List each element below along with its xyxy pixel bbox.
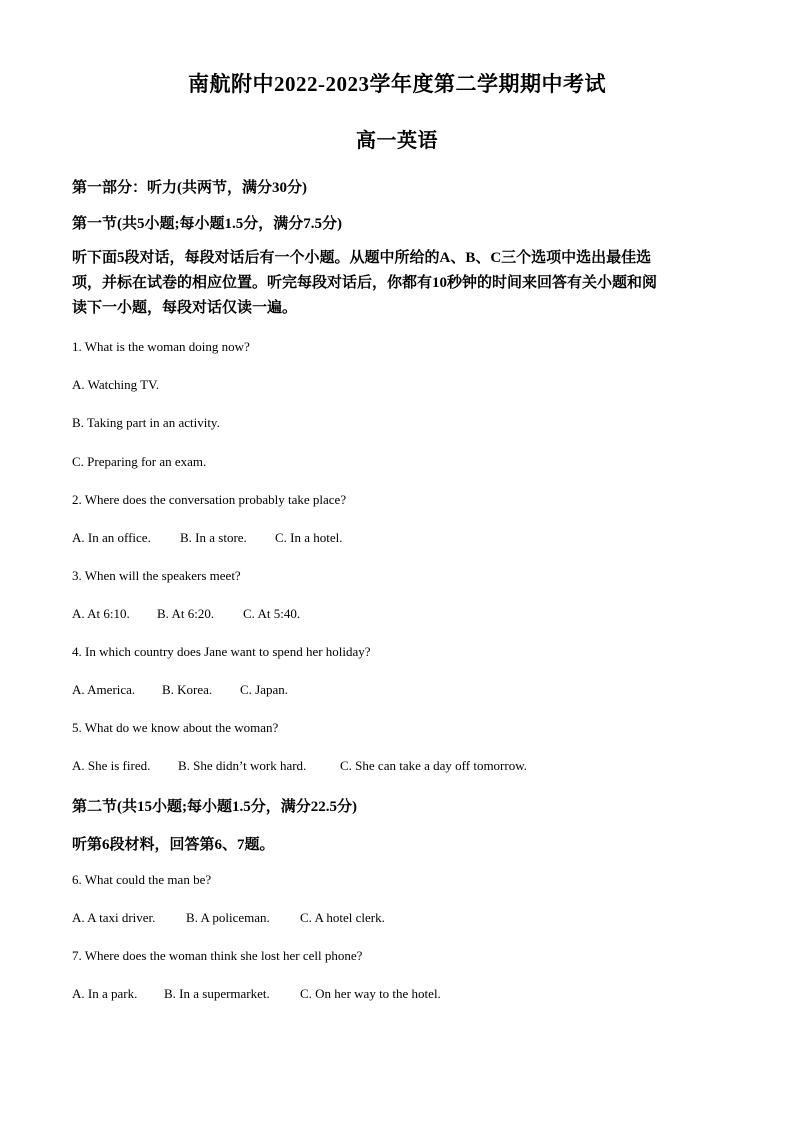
instruction-line: 项，并标在试卷的相应位置。听完每段对话后，你都有10秒钟的时间来回答有关小题和阅 [72, 275, 658, 291]
answer-option: C. In a hotel. [275, 530, 343, 545]
answer-option: B. In a supermarket. [164, 986, 270, 1001]
answer-option: A. America. [72, 682, 136, 697]
options-row [72, 986, 441, 1002]
options-row [72, 758, 527, 774]
answer-option: B. A policeman. [186, 910, 270, 925]
answer-option: C. At 5:40. [243, 606, 301, 621]
section1-heading: 第一节(共5小题;每小题1.5分，满分7.5分) [72, 216, 342, 232]
answer-option: B. In a store. [180, 530, 247, 545]
question-stem: 5. What do we know about the woman? [72, 720, 279, 735]
answer-option: C. On her way to the hotel. [300, 986, 441, 1001]
options-row [72, 682, 288, 698]
answer-option: A. She is fired. [72, 758, 151, 773]
answer-option: B. She didn’t work hard. [178, 758, 307, 773]
options-row [72, 530, 343, 546]
answer-option: C. Japan. [240, 682, 289, 697]
part1-heading: 第一部分：听力(共两节，满分30分) [72, 180, 307, 196]
instruction-line: 听下面5段对话，每段对话后有一个小题。从题中所给的A、B、C三个选项中选出最佳选 [72, 250, 652, 266]
question-stem: 1. What is the woman doing now? [72, 339, 250, 354]
section2-heading: 第二节(共15小题;每小题1.5分，满分22.5分) [72, 799, 357, 815]
options-row [72, 910, 385, 926]
question-stem: 4. In which country does Jane want to spend her holiday? [72, 644, 371, 659]
answer-option: B. At 6:20. [157, 606, 215, 621]
section2-subheading: 听第6段材料，回答第6、7题。 [72, 837, 275, 853]
answer-option: A. In a park. [72, 986, 138, 1001]
answer-option: A. At 6:10. [72, 606, 130, 621]
answer-option: A. In an office. [72, 530, 151, 545]
instruction-line: 读下一小题，每段对话仅读一遍。 [72, 300, 298, 316]
answer-option: C. She can take a day off tomorrow. [340, 758, 528, 773]
answer-option: B. Taking part in an activity. [72, 415, 220, 430]
question-stem: 7. Where does the woman think she lost her cell phone? [72, 948, 363, 963]
answer-option: A. A taxi driver. [72, 910, 156, 925]
subject-title: 高一英语 [356, 130, 438, 152]
options-row [72, 606, 300, 622]
question-stem: 3. When will the speakers meet? [72, 568, 241, 583]
section1-instructions [72, 246, 722, 321]
question-stem: 2. Where does the conversation probably take place? [72, 492, 347, 507]
answer-option: C. A hotel clerk. [300, 910, 385, 925]
answer-option: B. Korea. [162, 682, 213, 697]
exam-title: 南航附中2022-2023学年度第二学期期中考试 [188, 72, 606, 96]
answer-option: C. Preparing for an exam. [72, 454, 207, 469]
question-stem: 6. What could the man be? [72, 872, 212, 887]
answer-option: A. Watching TV. [72, 377, 160, 392]
